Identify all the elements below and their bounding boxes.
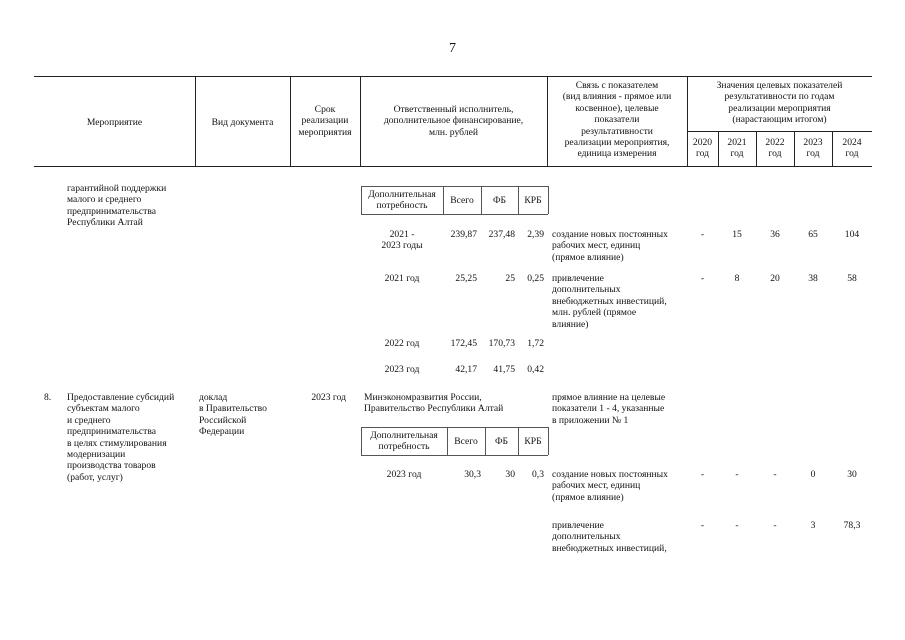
row8-fin-header-krb: КРБ [524,436,542,447]
header-year-2023: 2023 год [803,137,823,160]
row8-responsible: Минэкономразвития России, Правительство Республики Алтай [364,392,504,415]
row7-indicator-text: создание новых постоянных рабочих мест, единиц (прямое влияние) [552,229,668,263]
row8-fin-header-total: Всего [454,436,478,447]
row7-fin-header-total: Всего [450,195,474,206]
header-values: Значения целевых показателей результативности по годам реализации мероприятия (нарастающим итогом) [716,80,843,126]
row8-number: 8. [44,392,52,403]
header-year-2021: 2021 год [727,137,747,160]
row8-doc-type: доклад в Правительство Российской Федерации [199,392,267,438]
row7-activity: гарантийной поддержки малого и среднего предпринимательства Республики Алтай [67,183,167,229]
header-link: Связь с показателем (вид влияния - прямое или косвенное), целевые показатели результативности реализации мероприятия, единица измерения [562,80,672,160]
header-year-2022: 2022 год [765,137,785,160]
row7-indicator-text: привлечение дополнительных внебюджетных инвестиций, млн. рублей (прямое влияние) [552,273,667,330]
row8-indicator-text: привлечение дополнительных внебюджетных инвестиций, [552,520,667,554]
row8-fin-header-fb: ФБ [494,436,509,447]
header-activity: Мероприятие [86,117,143,128]
row8-activity: Предоставление субсидий субъектам малого и среднего предпринимательства в целях стимулирования модернизации производства товаров (работ, услуг) [67,392,175,483]
header-year-2024: 2024 год [842,137,862,160]
row8-indicator-text: создание новых постоянных рабочих мест, единиц (прямое влияние) [552,469,668,503]
page-number: 7 [449,41,456,56]
header-term: Срок реализации мероприятия [298,104,352,138]
header-responsible: Ответственный исполнитель, дополнительное финансирование, млн. рублей [383,104,524,138]
header-year-2020: 2020 год [692,137,713,160]
header-doc-type: Вид документа [211,117,274,128]
row8-term: 2023 год [311,392,346,403]
row7-fin-header-krb: КРБ [524,195,542,206]
row8-link-note: прямое влияние на целевые показатели 1 - 4, указанные в приложении № 1 [552,392,666,426]
row7-fin-header-fb: ФБ [492,195,507,206]
row7-fin-header-need: Дополнительная потребность [368,189,436,212]
row8-fin-header-need: Дополнительная потребность [370,430,438,453]
